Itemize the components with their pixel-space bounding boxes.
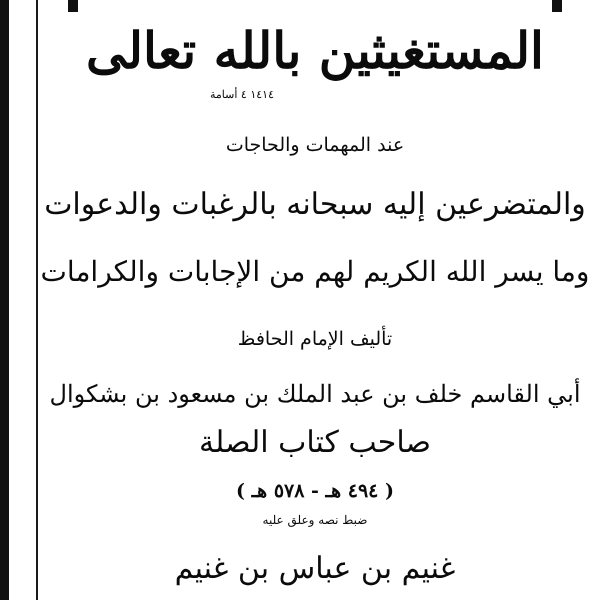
scan-edge xyxy=(0,0,9,600)
editor-name: غنيم بن عباس بن غنيم xyxy=(174,551,456,586)
scan-corner-mark xyxy=(552,0,562,12)
title-line-three: وما يسر الله الكريم لهم من الإجابات والكرامات xyxy=(40,255,590,288)
author-book-reference: صاحب كتاب الصلة xyxy=(199,425,431,460)
author-dates: ( ٤٩٤ هـ - ٥٧٨ هـ ) xyxy=(236,480,394,502)
author-name: أبي القاسم خلف بن عبد الملك بن مسعود بن بشكوال xyxy=(49,380,581,408)
title-handwritten-note: ١٤١٤ ٤ أسامة xyxy=(210,88,274,101)
book-subtitle: عند المهمات والحاجات xyxy=(225,134,405,156)
editor-label: ضبط نصه وعلق عليه xyxy=(262,513,368,527)
title-line-two: والمتضرعين إليه سبحانه بالرغبات والدعوات xyxy=(44,187,586,222)
book-title: المستغيثين بالله تعالى xyxy=(86,21,544,80)
scan-corner-mark xyxy=(68,0,78,12)
page-border-line xyxy=(36,0,38,600)
author-label: تأليف الإمام الحافظ xyxy=(237,328,393,350)
